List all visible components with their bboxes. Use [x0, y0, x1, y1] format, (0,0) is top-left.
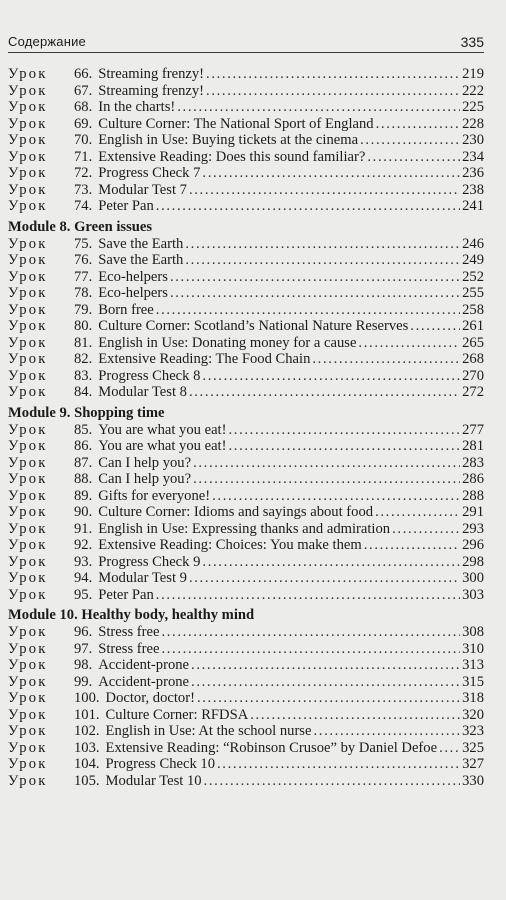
toc-entry — [8, 554, 484, 571]
lesson-page: 330 — [462, 772, 484, 789]
lesson-page: 308 — [462, 624, 484, 640]
dot-leader — [439, 740, 460, 757]
lesson-number: 72. — [74, 165, 93, 181]
lesson-word: Урок — [8, 268, 48, 285]
lesson-number: 85. — [74, 421, 93, 438]
lesson-title: Save the Earth — [98, 235, 184, 252]
lesson-page: 241 — [462, 198, 484, 214]
toc-entry — [8, 149, 484, 166]
lesson-page: 234 — [462, 148, 484, 165]
lesson-word: Урок — [8, 318, 48, 334]
lesson-page: 261 — [462, 318, 484, 334]
lesson-number: 98. — [74, 657, 93, 673]
lesson-page: 272 — [462, 384, 484, 400]
lesson-number: 76. — [74, 252, 93, 268]
lesson-title: Stress free — [98, 640, 160, 657]
toc-entry — [8, 723, 484, 740]
lesson-number: 79. — [74, 301, 93, 318]
lesson-page: 298 — [462, 553, 484, 570]
lesson-number: 81. — [74, 334, 93, 351]
dot-leader — [228, 422, 460, 439]
lesson-number: 91. — [74, 520, 93, 537]
running-head — [8, 34, 484, 53]
lesson-title: Can I help you? — [98, 471, 192, 487]
lesson-number: 86. — [74, 438, 93, 454]
toc-entry — [8, 335, 484, 352]
toc-entry — [8, 182, 484, 199]
lesson-title: English in Use: Donating money for a cause — [98, 334, 357, 351]
lesson-number: 104. — [74, 756, 100, 772]
lesson-title: In the charts! — [98, 99, 176, 115]
toc-entry — [8, 674, 484, 691]
toc-entry — [8, 455, 484, 472]
dot-leader — [364, 537, 460, 554]
dot-leader — [189, 384, 460, 401]
lesson-word: Урок — [8, 504, 48, 520]
lesson-page: 303 — [462, 586, 484, 603]
lesson-word: Урок — [8, 384, 48, 400]
lesson-page: 318 — [462, 690, 484, 706]
dot-leader — [177, 99, 460, 116]
lesson-word: Урок — [8, 624, 48, 640]
lesson-page: 288 — [462, 487, 484, 504]
lesson-title: Doctor, doctor! — [105, 690, 195, 706]
dot-leader — [202, 368, 460, 385]
lesson-number: 83. — [74, 367, 93, 384]
lesson-title: Modular Test 8 — [98, 384, 187, 400]
lesson-number: 88. — [74, 471, 93, 487]
dot-leader — [185, 236, 460, 253]
lesson-word: Урок — [8, 487, 48, 504]
lesson-number: 99. — [74, 673, 93, 690]
lesson-number: 78. — [74, 285, 93, 301]
lesson-word: Урок — [8, 586, 48, 603]
dot-leader — [202, 165, 460, 182]
lesson-word: Урок — [8, 165, 48, 181]
lesson-title: Gifts for everyone! — [98, 487, 211, 504]
lesson-page: 315 — [462, 673, 484, 690]
lesson-title: Modular Test 7 — [98, 181, 187, 198]
dot-leader — [161, 641, 460, 658]
toc-entry — [8, 83, 484, 100]
lesson-page: 325 — [462, 739, 484, 756]
lesson-number: 93. — [74, 553, 93, 570]
module-heading: Module 9. Shopping time — [8, 404, 165, 421]
lesson-word: Урок — [8, 421, 48, 438]
lesson-word: Урок — [8, 772, 48, 789]
lesson-title: Culture Corner: The National Sport of England — [98, 115, 374, 132]
lesson-page: 238 — [462, 181, 484, 198]
toc-entry — [8, 252, 484, 269]
lesson-word: Урок — [8, 148, 48, 165]
dot-leader — [206, 83, 460, 100]
lesson-number: 67. — [74, 82, 93, 99]
lesson-number: 73. — [74, 181, 93, 198]
toc-entry — [8, 570, 484, 587]
toc-entry — [8, 537, 484, 554]
lesson-title: English in Use: Buying tickets at the cinema — [98, 132, 359, 148]
lesson-number: 100. — [74, 690, 100, 706]
toc-entry — [8, 740, 484, 757]
dot-leader — [185, 252, 460, 269]
lesson-title: Extensive Reading: Choices: You make them — [98, 537, 362, 553]
page-number: 335 — [460, 34, 484, 50]
lesson-title: Progress Check 9 — [98, 553, 201, 570]
dot-leader — [312, 351, 460, 368]
lesson-word: Урок — [8, 198, 48, 214]
toc-entry — [8, 504, 484, 521]
lesson-number: 97. — [74, 640, 93, 657]
toc-entry — [8, 302, 484, 319]
dot-leader — [376, 116, 461, 133]
dot-leader — [250, 707, 460, 724]
dot-leader — [204, 773, 461, 790]
toc-entry — [8, 384, 484, 401]
lesson-page: 296 — [462, 537, 484, 553]
dot-leader — [170, 285, 460, 302]
lesson-page: 293 — [462, 520, 484, 537]
lesson-word: Урок — [8, 690, 48, 706]
lesson-title: You are what you eat! — [98, 421, 227, 438]
lesson-page: 236 — [462, 165, 484, 181]
lesson-word: Урок — [8, 471, 48, 487]
toc-entry — [8, 690, 484, 707]
toc-entry — [8, 521, 484, 538]
lesson-number: 102. — [74, 723, 100, 739]
dot-leader — [191, 674, 460, 691]
lesson-word: Урок — [8, 756, 48, 772]
lesson-word: Урок — [8, 235, 48, 252]
lesson-number: 103. — [74, 739, 100, 756]
dot-leader — [161, 624, 460, 641]
dot-leader — [367, 149, 460, 166]
lesson-page: 320 — [462, 706, 484, 723]
toc-entry — [8, 587, 484, 604]
lesson-title: Extensive Reading: “Robinson Crusoe” by Daniel Defoe — [105, 739, 438, 756]
lesson-word: Урок — [8, 367, 48, 384]
lesson-page: 281 — [462, 438, 484, 454]
dot-leader — [358, 335, 460, 352]
lesson-word: Урок — [8, 334, 48, 351]
lesson-page: 222 — [462, 82, 484, 99]
lesson-number: 95. — [74, 586, 93, 603]
lesson-word: Урок — [8, 438, 48, 454]
lesson-title: Streaming frenzy! — [98, 82, 205, 99]
toc-entry — [8, 624, 484, 641]
lesson-title: Save the Earth — [98, 252, 184, 268]
toc-entry — [8, 66, 484, 83]
lesson-page: 252 — [462, 268, 484, 285]
lesson-page: 268 — [462, 351, 484, 367]
lesson-page: 323 — [462, 723, 484, 739]
lesson-number: 89. — [74, 487, 93, 504]
dot-leader — [156, 587, 460, 604]
lesson-title: Streaming frenzy! — [98, 66, 205, 82]
lesson-page: 228 — [462, 115, 484, 132]
lesson-page: 277 — [462, 421, 484, 438]
lesson-page: 265 — [462, 334, 484, 351]
lesson-title: Extensive Reading: Does this sound familiar? — [98, 148, 366, 165]
toc-entry — [8, 471, 484, 488]
lesson-title: Extensive Reading: The Food Chain — [98, 351, 311, 367]
lesson-page: 327 — [462, 756, 484, 772]
toc-entry — [8, 756, 484, 773]
lesson-title: Peter Pan — [98, 198, 154, 214]
toc-entry — [8, 269, 484, 286]
lesson-word: Урок — [8, 657, 48, 673]
lesson-title: Accident-prone — [98, 673, 190, 690]
module-heading: Module 10. Healthy body, healthy mind — [8, 607, 255, 623]
lesson-word: Урок — [8, 537, 48, 553]
lesson-number: 80. — [74, 318, 93, 334]
lesson-title: Peter Pan — [98, 586, 154, 603]
toc-entry — [8, 422, 484, 439]
lesson-word: Урок — [8, 99, 48, 115]
lesson-number: 75. — [74, 235, 93, 252]
lesson-word: Урок — [8, 115, 48, 132]
lesson-word: Урок — [8, 82, 48, 99]
toc-entry — [8, 285, 484, 302]
lesson-word: Урок — [8, 706, 48, 723]
toc-entry — [8, 488, 484, 505]
toc-entry — [8, 318, 484, 335]
toc-entry — [8, 198, 484, 215]
lesson-title: Progress Check 10 — [105, 756, 215, 772]
lesson-page: 283 — [462, 454, 484, 471]
lesson-word: Урок — [8, 66, 48, 82]
lesson-title: English in Use: Expressing thanks and admiration — [98, 520, 391, 537]
lesson-number: 92. — [74, 537, 93, 553]
lesson-number: 96. — [74, 624, 93, 640]
lesson-title: Culture Corner: RFDSA — [105, 706, 249, 723]
lesson-title: English in Use: At the school nurse — [105, 723, 312, 739]
lesson-word: Урок — [8, 673, 48, 690]
toc-entry — [8, 165, 484, 182]
lesson-page: 286 — [462, 471, 484, 487]
lesson-title: Modular Test 10 — [105, 772, 202, 789]
lesson-number: 94. — [74, 570, 93, 586]
lesson-word: Урок — [8, 739, 48, 756]
lesson-page: 225 — [462, 99, 484, 115]
lesson-page: 291 — [462, 504, 484, 520]
toc-entry — [8, 351, 484, 368]
lesson-number: 82. — [74, 351, 93, 367]
lesson-word: Урок — [8, 351, 48, 367]
lesson-page: 219 — [462, 66, 484, 82]
lesson-page: 230 — [462, 132, 484, 148]
lesson-title: Modular Test 9 — [98, 570, 187, 586]
lesson-title: Culture Corner: Idioms and sayings about food — [98, 504, 374, 520]
lesson-number: 74. — [74, 198, 93, 214]
dot-leader — [193, 471, 460, 488]
lesson-word: Урок — [8, 570, 48, 586]
lesson-number: 87. — [74, 454, 93, 471]
lesson-number: 101. — [74, 706, 100, 723]
dot-leader — [217, 756, 460, 773]
lesson-word: Урок — [8, 640, 48, 657]
lesson-word: Урок — [8, 132, 48, 148]
lesson-title: Culture Corner: Scotland’s National Nature Reserves — [98, 318, 409, 334]
lesson-page: 255 — [462, 285, 484, 301]
toc-entry — [8, 707, 484, 724]
dot-leader — [360, 132, 460, 149]
lesson-page: 270 — [462, 367, 484, 384]
module-heading: Module 8. Green issues — [8, 218, 153, 235]
lesson-title: Progress Check 8 — [98, 367, 201, 384]
toc-entry — [8, 99, 484, 116]
dot-leader — [156, 198, 460, 215]
lesson-title: Accident-prone — [98, 657, 190, 673]
toc-entry — [8, 368, 484, 385]
dot-leader — [170, 269, 460, 286]
dot-leader — [189, 182, 460, 199]
lesson-title: You are what you eat! — [98, 438, 227, 454]
lesson-number: 84. — [74, 384, 93, 400]
lesson-word: Урок — [8, 252, 48, 268]
dot-leader — [212, 488, 460, 505]
lesson-title: Eco-helpers — [98, 285, 168, 301]
toc-entry — [8, 236, 484, 253]
toc-entry — [8, 773, 484, 790]
dot-leader — [156, 302, 460, 319]
lesson-title: Born free — [98, 301, 154, 318]
lesson-word: Урок — [8, 520, 48, 537]
lesson-word: Урок — [8, 301, 48, 318]
dot-leader — [191, 657, 460, 674]
lesson-number: 90. — [74, 504, 93, 520]
dot-leader — [197, 690, 460, 707]
lesson-word: Урок — [8, 723, 48, 739]
toc-entry — [8, 657, 484, 674]
dot-leader — [193, 455, 460, 472]
dot-leader — [189, 570, 460, 587]
lesson-number: 77. — [74, 268, 93, 285]
dot-leader — [410, 318, 460, 335]
lesson-page: 249 — [462, 252, 484, 268]
lesson-page: 313 — [462, 657, 484, 673]
lesson-title: Can I help you? — [98, 454, 192, 471]
dot-leader — [392, 521, 460, 538]
lesson-page: 258 — [462, 301, 484, 318]
dot-leader — [202, 554, 460, 571]
dot-leader — [228, 438, 460, 455]
lesson-page: 246 — [462, 235, 484, 252]
toc-entry — [8, 116, 484, 133]
lesson-title: Progress Check 7 — [98, 165, 201, 181]
section-title: Содержание — [8, 34, 86, 49]
lesson-title: Eco-helpers — [98, 268, 168, 285]
lesson-word: Урок — [8, 553, 48, 570]
lesson-number: 105. — [74, 772, 100, 789]
lesson-number: 70. — [74, 132, 93, 148]
dot-leader — [313, 723, 460, 740]
lesson-number: 69. — [74, 115, 93, 132]
lesson-number: 66. — [74, 66, 93, 82]
lesson-title: Stress free — [98, 624, 160, 640]
toc-entry — [8, 438, 484, 455]
dot-leader — [375, 504, 460, 521]
lesson-word: Урок — [8, 285, 48, 301]
lesson-word: Урок — [8, 181, 48, 198]
lesson-word: Урок — [8, 454, 48, 471]
toc-entry — [8, 641, 484, 658]
lesson-page: 300 — [462, 570, 484, 586]
lesson-number: 68. — [74, 99, 93, 115]
lesson-number: 71. — [74, 148, 93, 165]
lesson-page: 310 — [462, 640, 484, 657]
dot-leader — [206, 66, 460, 83]
toc-entry — [8, 132, 484, 149]
table-of-contents — [8, 66, 484, 789]
